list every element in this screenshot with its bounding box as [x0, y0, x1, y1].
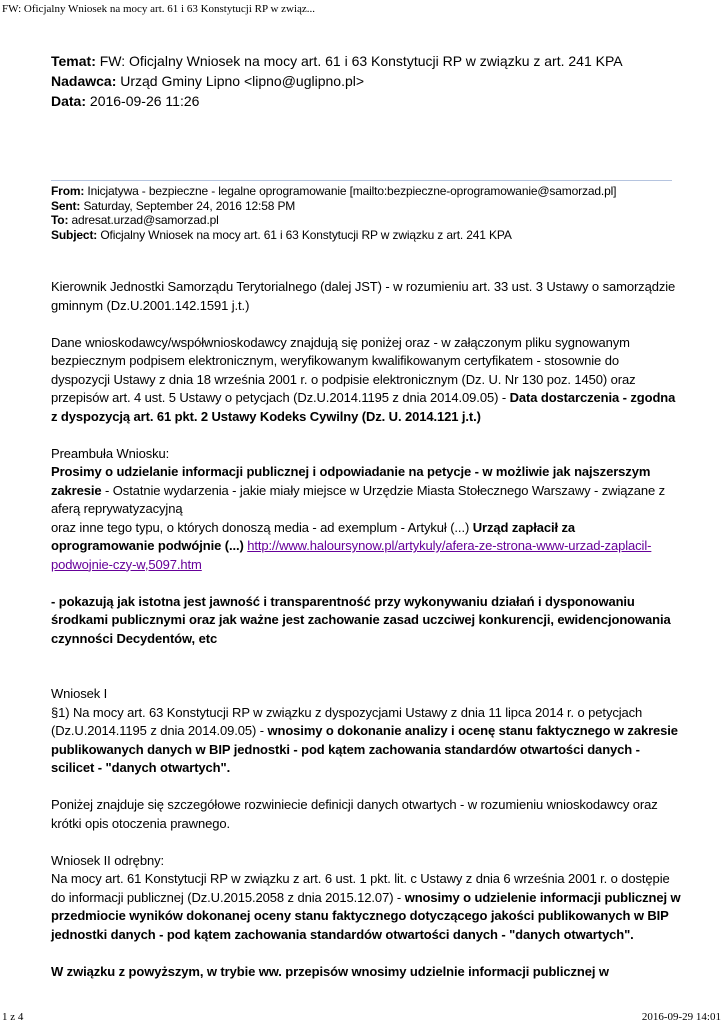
fwd-sent-value: Saturday, September 24, 2016 12:58 PM	[80, 198, 296, 213]
request-1-bold: wnosimy o dokonanie analizy i ocenę stanu faktycznego w zakresie publikowanych danych w BIP jednostki - pod kątem zachowania standardów otwartości danych - scilicet - "danych otwartych".	[51, 723, 678, 775]
article-link[interactable]: http://www.haloursynow.pl/artykuly/afera-ze-strona-www-urzad-zaplacil-podwojnie-czy-w,5097.htm	[51, 538, 652, 572]
request-1-text: §1) Na mocy art. 63 Konstytucji RP w związku z dyspozycjami Ustawy z dnia 11 lipca 2014 r. o petycjach (Dz.U.2014.1195 z dnia 2014.09.05) -	[51, 704, 643, 738]
subject-label: Temat:	[51, 53, 96, 69]
intro-paragraph: Kierownik Jednostki Samorządu Terytorialnego (dalej JST) - w rozumieniu art. 33 ust. 3 Ustawy o samorządzie gminnym (Dz.U.2001.142.1591 j.t.)	[51, 279, 676, 313]
request-2-bold: wnosimy o udzielenie informacji publicznej w przedmiocie wyników dokonanej oceny stanu faktycznego dotyczącego jakości publikowanych w BIP jednostki danych - pod kątem zachowania standardów otwartości danych - "danych otwartych".	[51, 889, 681, 942]
preamble-article	[51, 519, 681, 575]
request-2-paragraph	[51, 870, 681, 944]
fwd-subject-row	[51, 228, 691, 243]
preamble-paragraph	[51, 463, 681, 519]
fwd-subject-value: Oficjalny Wniosek na mocy art. 61 i 63 Konstytucji RP w związku z art. 241 KPA	[97, 227, 512, 242]
print-title: FW: Oficjalny Wniosek na mocy art. 61 i 63 Konstytucji RP w związ...	[2, 3, 316, 15]
preamble-article-text: oraz inne tego typu, o których donoszą media - ad exemplum - Artykuł (...)	[51, 519, 473, 535]
date-row	[51, 91, 701, 111]
mail-header	[51, 51, 701, 111]
request-2-text: Na mocy art. 61 Konstytucji RP w związku z art. 6 ust. 1 pkt. lit. c Ustawy z dnia 6 września 2001 r. o dostępie do informacji publicznej (Dz.U.2015.2058 z dnia 2015.12.07) -	[51, 871, 670, 905]
fwd-sent-row	[51, 199, 691, 214]
fwd-from-row	[51, 184, 691, 199]
fwd-subject-label: Subject:	[51, 227, 98, 242]
subject-value: FW: Oficjalny Wniosek na mocy art. 61 i 63 Konstytucji RP w związku z art. 241 KPA	[95, 53, 623, 69]
emphasis-text: - pokazują jak istotna jest jawność i transparentność przy wykonywaniu działań i dysponowaniu środkami publicznymi oraz jak ważne jest zachowanie zasad uczciwej konkurencji, ewidencjonowania czynności Decydentów, etc	[51, 593, 671, 646]
delivery-date-note: Data dostarczenia - zgodna z dyspozycją art. 61 pkt. 2 Ustawy Kodeks Cywilny (Dz. U. 2014.121 j.t.)	[51, 390, 676, 424]
message-body	[51, 278, 681, 981]
sender-row	[51, 71, 701, 91]
print-timestamp: 2016-09-29 14:01	[641, 1011, 721, 1023]
fwd-from-value: Inicjatywa - bezpieczne - legalne oprogramowanie [mailto:bezpieczne-oprogramowanie@samorzad.pl]	[84, 184, 617, 198]
applicant-text: Dane wnioskodawcy/współwnioskodawcy znajdują się poniżej oraz - w załączonym pliku sygnowanym bezpiecznym podpisem elektronicznym, weryfikowanym kwalifikowanym certyfikatem - stosownie do dyspozycji Ustawy z dnia 18 września 2001 r. o podpisie elektronicznym (Dz. U. Nr 130 poz. 1450) oraz przepisów art. 4 ust. 5 Ustawy o petycjach (Dz.U.2014.1195 z dnia 2014.09.05) -	[51, 334, 636, 405]
request-1-title: Wniosek I	[51, 686, 108, 701]
fwd-to-value: adresat.urzad@samorzad.pl	[68, 213, 219, 227]
subject-row	[51, 51, 701, 71]
final-text: W związku z powyższym, w trybie ww. przepisów wnosimy udzielnie informacji publicznej w	[51, 963, 609, 979]
date-value: 2016-09-26 11:26	[86, 93, 200, 109]
fwd-to-row	[51, 213, 691, 228]
header-divider	[51, 180, 672, 181]
fwd-from-label: From:	[51, 184, 85, 198]
preamble-article-title: Urząd zapłacił za oprogramowanie podwójnie (...)	[51, 519, 576, 553]
applicant-paragraph	[51, 334, 681, 427]
sender-label: Nadawca:	[51, 73, 117, 89]
preamble-events: - Ostatnie wydarzenia - jakie miały miejsce w Urzędzie Miasta Stołecznego Warszawy - związane z aferą reprywatyzacyjną	[51, 482, 666, 516]
fwd-sent-label: Sent:	[51, 198, 81, 213]
request-1-paragraph	[51, 704, 681, 778]
fwd-to-label: To:	[51, 213, 69, 227]
final-paragraph	[51, 963, 681, 982]
request-2-title: Wniosek II odrębny:	[51, 852, 164, 868]
emphasis-paragraph	[51, 593, 681, 649]
forwarded-header	[51, 184, 691, 242]
preamble-title: Preambuła Wniosku:	[51, 445, 170, 461]
page-number: 1 z 4	[2, 1011, 24, 1023]
preamble-request: Prosimy o udzielanie informacji publicznej i odpowiadanie na petycje - w możliwie jak najszerszym zakresie	[51, 464, 651, 498]
date-label: Data:	[51, 93, 87, 109]
definition-paragraph: Poniżej znajduje się szczegółowe rozwiniecie definicji danych otwartych - w rozumieniu wnioskodawcy oraz krótki opis otoczenia prawnego.	[51, 797, 658, 831]
sender-value: Urząd Gminy Lipno <lipno@uglipno.pl>	[116, 73, 365, 89]
